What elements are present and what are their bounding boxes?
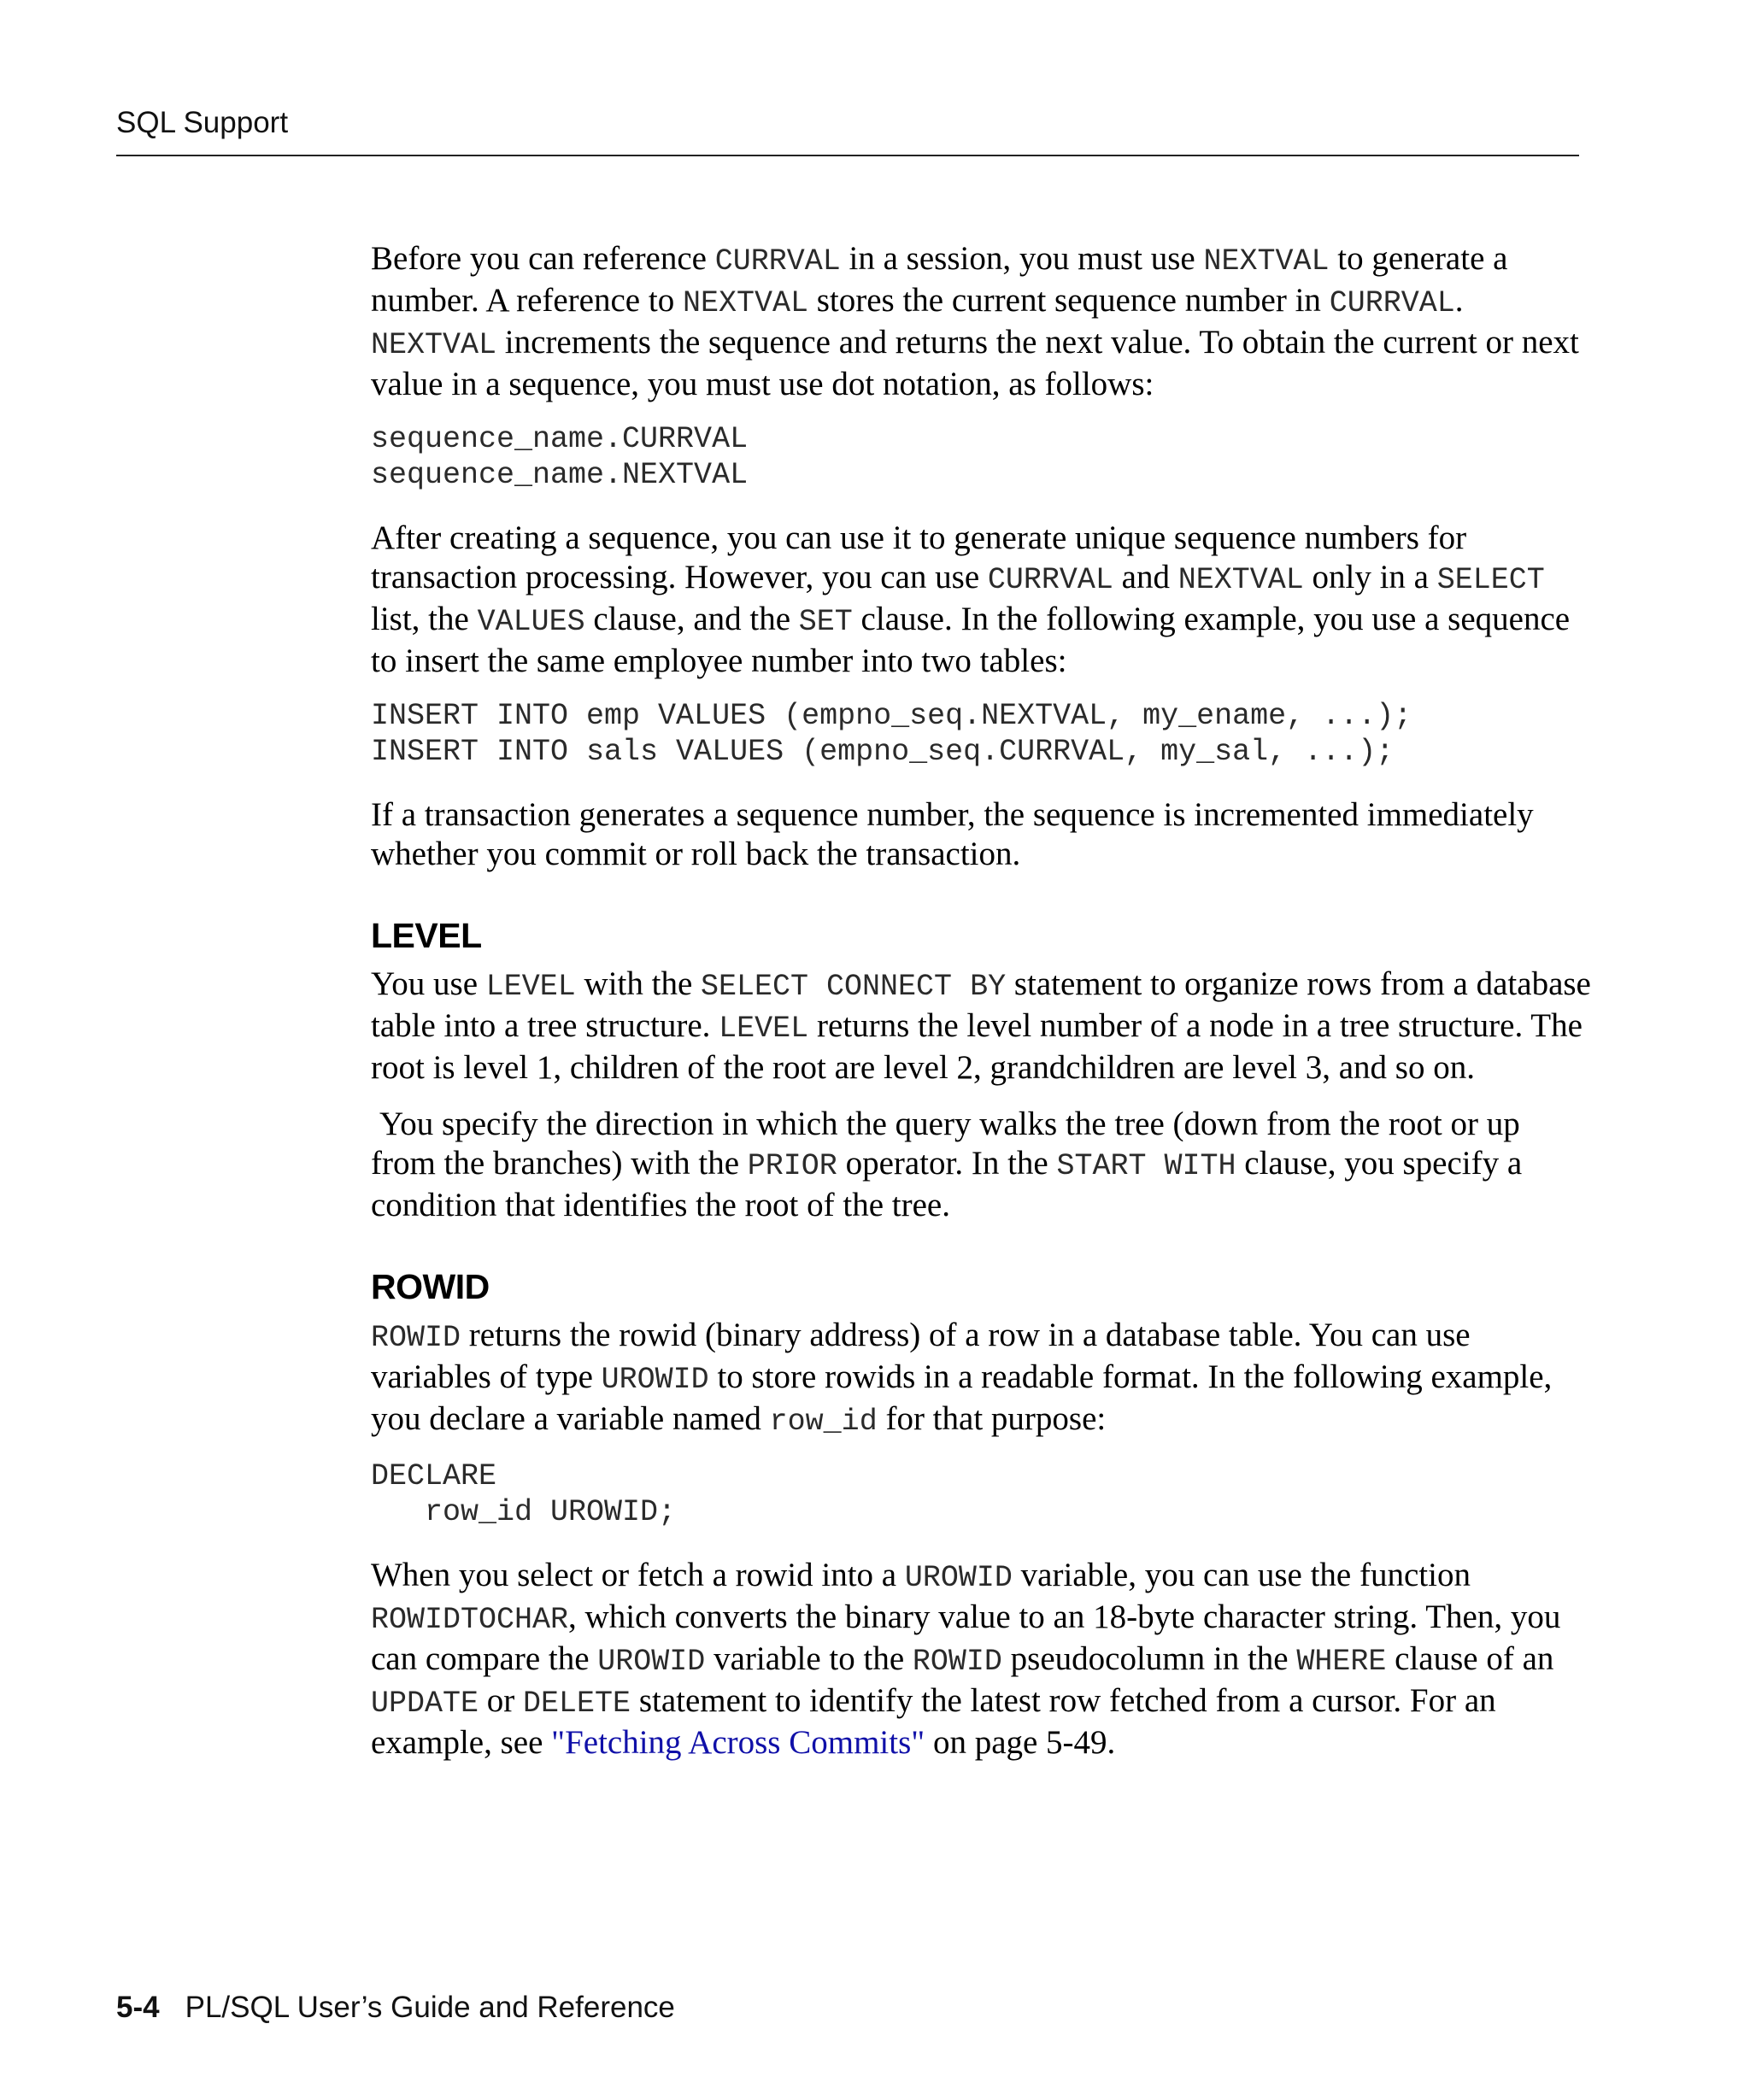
code-term: NEXTVAL	[1203, 244, 1330, 279]
code-term: ROWID	[912, 1645, 1002, 1679]
text: You use	[371, 965, 486, 1002]
code-line: row_id UROWID;	[371, 1495, 677, 1529]
text: stores the current sequence number in	[807, 282, 1330, 319]
section-heading-rowid: ROWID	[371, 1267, 490, 1306]
section-heading-level: LEVEL	[371, 916, 482, 955]
code-term: SET	[798, 605, 853, 639]
code-term: START WITH	[1056, 1149, 1236, 1183]
page-number: 5-4	[116, 1991, 160, 2024]
code-line: INSERT INTO sals VALUES (empno_seq.CURRVAL, my_sal, ...);	[371, 735, 1395, 769]
text: clause, and the	[584, 601, 799, 637]
code-line: DECLARE	[371, 1459, 497, 1493]
code-term: UROWID	[597, 1645, 706, 1679]
text: statement to organize rows from a database table into a tree structure.	[371, 965, 1591, 1044]
text: pseudocolumn in the	[1001, 1640, 1297, 1677]
text: or	[479, 1682, 524, 1719]
text: statement to identify the latest row fetched from a cursor. For an example, see	[371, 1682, 1496, 1761]
code-term: UPDATE	[371, 1686, 479, 1721]
code-term: PRIOR	[747, 1149, 837, 1183]
code-term: UROWID	[601, 1363, 709, 1397]
code-line: sequence_name.NEXTVAL	[371, 458, 749, 492]
text: clause. In the following example, you use a sequence to insert the same employee number into two tables:	[371, 601, 1571, 679]
paragraph-rowid-compare	[371, 1556, 1593, 1763]
paragraph-level-description	[371, 965, 1593, 1088]
code-block-insert-example	[371, 698, 1593, 770]
code-block-dot-notation	[371, 421, 1593, 493]
text: clause of an	[1386, 1640, 1554, 1677]
code-line: sequence_name.CURRVAL	[371, 422, 749, 456]
text: variable, you can use the function	[1012, 1557, 1471, 1593]
header-rule	[116, 155, 1579, 156]
code-term: LEVEL	[485, 970, 576, 1004]
code-term: CURRVAL	[714, 244, 841, 279]
text: .	[1454, 282, 1464, 319]
code-term: NEXTVAL	[682, 286, 808, 320]
text: If a transaction generates a sequence number, the sequence is incremented immediately whether you commit or roll back the transaction.	[371, 796, 1534, 872]
text: on page 5-49.	[925, 1724, 1116, 1761]
text: returns the rowid (binary address) of a row in a database table. You can use variables of type	[371, 1317, 1471, 1395]
code-term: SELECT CONNECT BY	[701, 970, 1007, 1004]
text: and	[1113, 559, 1178, 595]
code-term: NEXTVAL	[371, 328, 497, 362]
paragraph-transaction-note	[371, 795, 1593, 874]
code-term: CURRVAL	[1329, 286, 1455, 320]
text: to store rowids in a readable format. In the following example, you declare a variable named	[371, 1358, 1553, 1437]
text: with the	[575, 965, 702, 1002]
code-line: INSERT INTO emp VALUES (empno_seq.NEXTVAL, my_ename, ...);	[371, 699, 1412, 733]
code-term: DELETE	[523, 1686, 631, 1721]
paragraph-sequence-intro	[371, 239, 1593, 404]
code-block-declare	[371, 1458, 1593, 1530]
text: You specify the direction in which the query walks the tree (down from the root or up from the branches) with the	[371, 1106, 1520, 1182]
paragraph-sequence-usage	[371, 519, 1593, 681]
text: , which converts the binary value to an 18-byte character string. Then, you can compare the	[371, 1598, 1561, 1677]
text: clause, you specify a condition that identifies the root of the tree.	[371, 1145, 1523, 1223]
text: variable to the	[705, 1640, 913, 1677]
text: only in a	[1303, 559, 1437, 595]
text: increments the sequence and returns the next value. To obtain the current or next value in a sequence, you must use dot notation, as follows:	[371, 324, 1579, 402]
page-footer	[116, 1991, 675, 2025]
code-term: NEXTVAL	[1177, 563, 1304, 597]
code-term: LEVEL	[719, 1012, 809, 1046]
text: in a session, you must use	[840, 240, 1204, 277]
text: returns the level number of a node in a tree structure. The root is level 1, children of the root are level 2, grandchildren are level 3, and so on.	[371, 1007, 1583, 1086]
paragraph-rowid-description	[371, 1316, 1593, 1441]
code-term: ROWIDTOCHAR	[371, 1603, 569, 1637]
text: to generate a number. A reference to	[371, 240, 1508, 319]
text: Before you can reference	[371, 240, 715, 277]
code-term: CURRVAL	[987, 563, 1113, 597]
text: After creating a sequence, you can use it to generate unique sequence numbers for transaction processing. However, you can use	[371, 519, 1467, 595]
code-term: VALUES	[477, 605, 585, 639]
code-term: SELECT	[1436, 563, 1545, 597]
running-header: SQL Support	[116, 106, 289, 139]
text: for that purpose:	[877, 1400, 1107, 1437]
text: list, the	[371, 601, 478, 637]
main-content	[371, 239, 1593, 1780]
paragraph-level-direction	[371, 1105, 1593, 1225]
code-term: UROWID	[904, 1561, 1013, 1595]
text: When you select or fetch a rowid into a	[371, 1557, 905, 1593]
code-term: ROWID	[371, 1321, 461, 1355]
code-term: WHERE	[1296, 1645, 1387, 1679]
book-title: PL/SQL User’s Guide and Reference	[185, 1991, 675, 2024]
code-term: row_id	[769, 1405, 878, 1439]
text: operator. In the	[837, 1145, 1057, 1182]
fetching-across-commits-link[interactable]: "Fetching Across Commits"	[551, 1724, 925, 1761]
